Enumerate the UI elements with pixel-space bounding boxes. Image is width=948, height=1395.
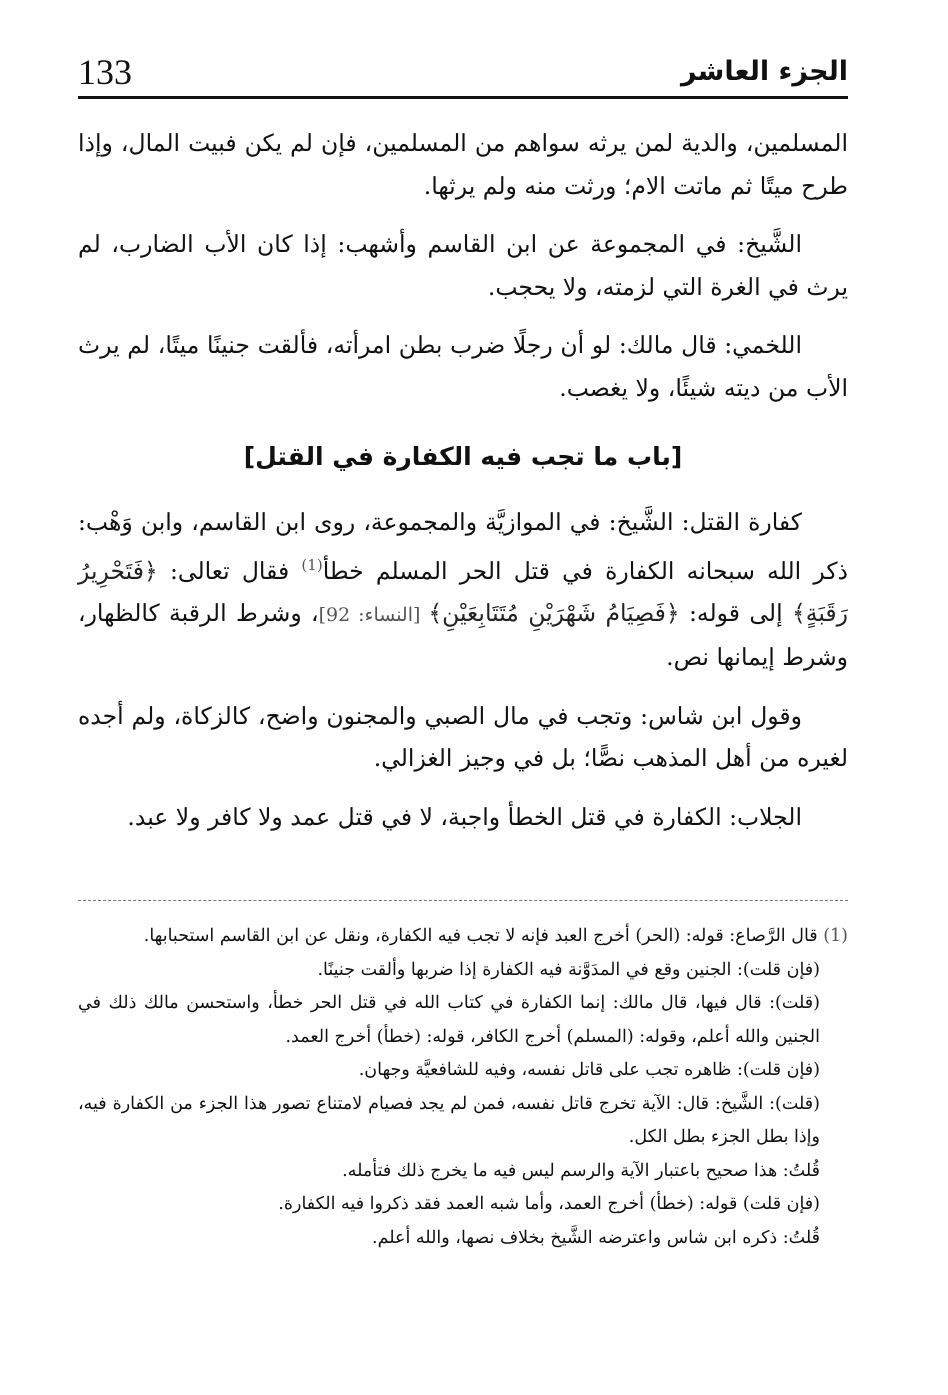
paragraph: اللخمي: قال مالك: لو أن رجلًا ضرب بطن امرأته، فألقت جنينًا ميتًا، لم يرث الأب من ديته شيئًا، ولا يغصب. (78, 331, 848, 402)
footnote-first (78, 920, 848, 954)
footnote-text: قال الرَّصاع: قوله: (الحر) أخرج العبد فإنه لا تجب فيه الكفارة، ونقل عن ابن القاسم استحبابها. (143, 926, 824, 946)
footnote-line: (قلت): الشَّيخ: قال: الآية تخرج قاتل نفسه، فمن لم يجد فصيام لامتناع تصور هذا الجزء من الكفارة فيه، وإذا بطل الجزء بطل الكل. (78, 1093, 820, 1147)
paragraph: وقول ابن شاس: وتجب في مال الصبي والمجنون واضح، كالزكاة، ولم أجده لغيره من أهل المذهب نصًّا؛ بل في وجيز الغزالي. (78, 701, 848, 773)
verse-reference: [النساء: 92] (318, 603, 429, 626)
header-rule (78, 96, 848, 99)
footnote-separator (78, 900, 848, 901)
page-header (78, 52, 848, 96)
text-segment: كفارة القتل: الشَّيخ: في الموازيَّة والمجموعة، روى ابن القاسم، وابن وَهْب: ذكر الله سبحانه الكفارة في قتل الحر المسلم خطأ (78, 508, 849, 585)
quran-quote: ﴿فَتَحْرِيرُ رَقَبَةٍ﴾ (78, 556, 848, 627)
footnotes (78, 920, 848, 1255)
running-title: الجزء العاشر (681, 56, 848, 87)
main-text (78, 122, 848, 854)
text-segment: فقال تعالى: (157, 556, 302, 585)
paragraph: المسلمين، والدية لمن يرثه سواهم من المسلمين، فإن لم يكن فبيت المال، وإذا طرح ميتًا ثم ماتت الام؛ ورثت منه ولم يرثها. (78, 129, 848, 200)
footnote-line: (فإن قلت): ظاهره تجب على قاتل نفسه، وفيه للشافعيَّة وجهان. (358, 1060, 820, 1080)
section-title: [باب ما تجب فيه الكفارة في القتل] (243, 442, 683, 471)
footnote-line: (قلت): قال فيها، قال مالك: إنما الكفارة في كتاب الله في قتل الحر خطأ، واستحسن مالك ذلك في الجنين والله أعلم، وقوله: (المسلم) أخرج الكافر، قوله: (خطأ) أخرج العمد. (78, 993, 820, 1047)
page-number: 133 (78, 52, 132, 92)
text-segment: إلى قوله: (679, 598, 792, 627)
footnote-line: (فإن قلت): الجنين وقع في المدَوَّنة فيه الكفارة إذا ضربها وألقت جنينًا. (317, 959, 820, 980)
footnote-line: قُلتُ: ذكره ابن شاس واعترضه الشَّيخ بخلاف نصها، والله أعلم. (372, 1227, 820, 1248)
footnote-number: (1) (823, 926, 848, 946)
paragraph-kaffara (78, 501, 848, 679)
quran-quote: ﴿فَصِيَامُ شَهْرَيْنِ مُتَتَابِعَيْنِ﴾ (428, 598, 680, 627)
paragraph: الجلاب: الكفارة في قتل الخطأ واجبة، لا في قتل عمد ولا كافر ولا عبد. (127, 802, 802, 831)
footnote-line: (فإن قلت) قوله: (خطأ) أخرج العمد، وأما شبه العمد فقد ذكروا فيه الكفارة. (278, 1194, 820, 1214)
footnote-line: قُلتُ: هذا صحيح باعتبار الآية والرسم ليس فيه ما يخرج ذلك فتأمله. (342, 1160, 820, 1181)
text-segment: ، وشرط الرقبة كالظهار، وشرط إيمانها نص. (78, 598, 848, 672)
paragraph: الشَّيخ: في المجموعة عن ابن القاسم وأشهب: إذا كان الأب الضارب، لم يرث في الغرة التي لزمته، ولا يحجب. (78, 230, 848, 301)
footnote-marker: (1) (301, 555, 323, 574)
